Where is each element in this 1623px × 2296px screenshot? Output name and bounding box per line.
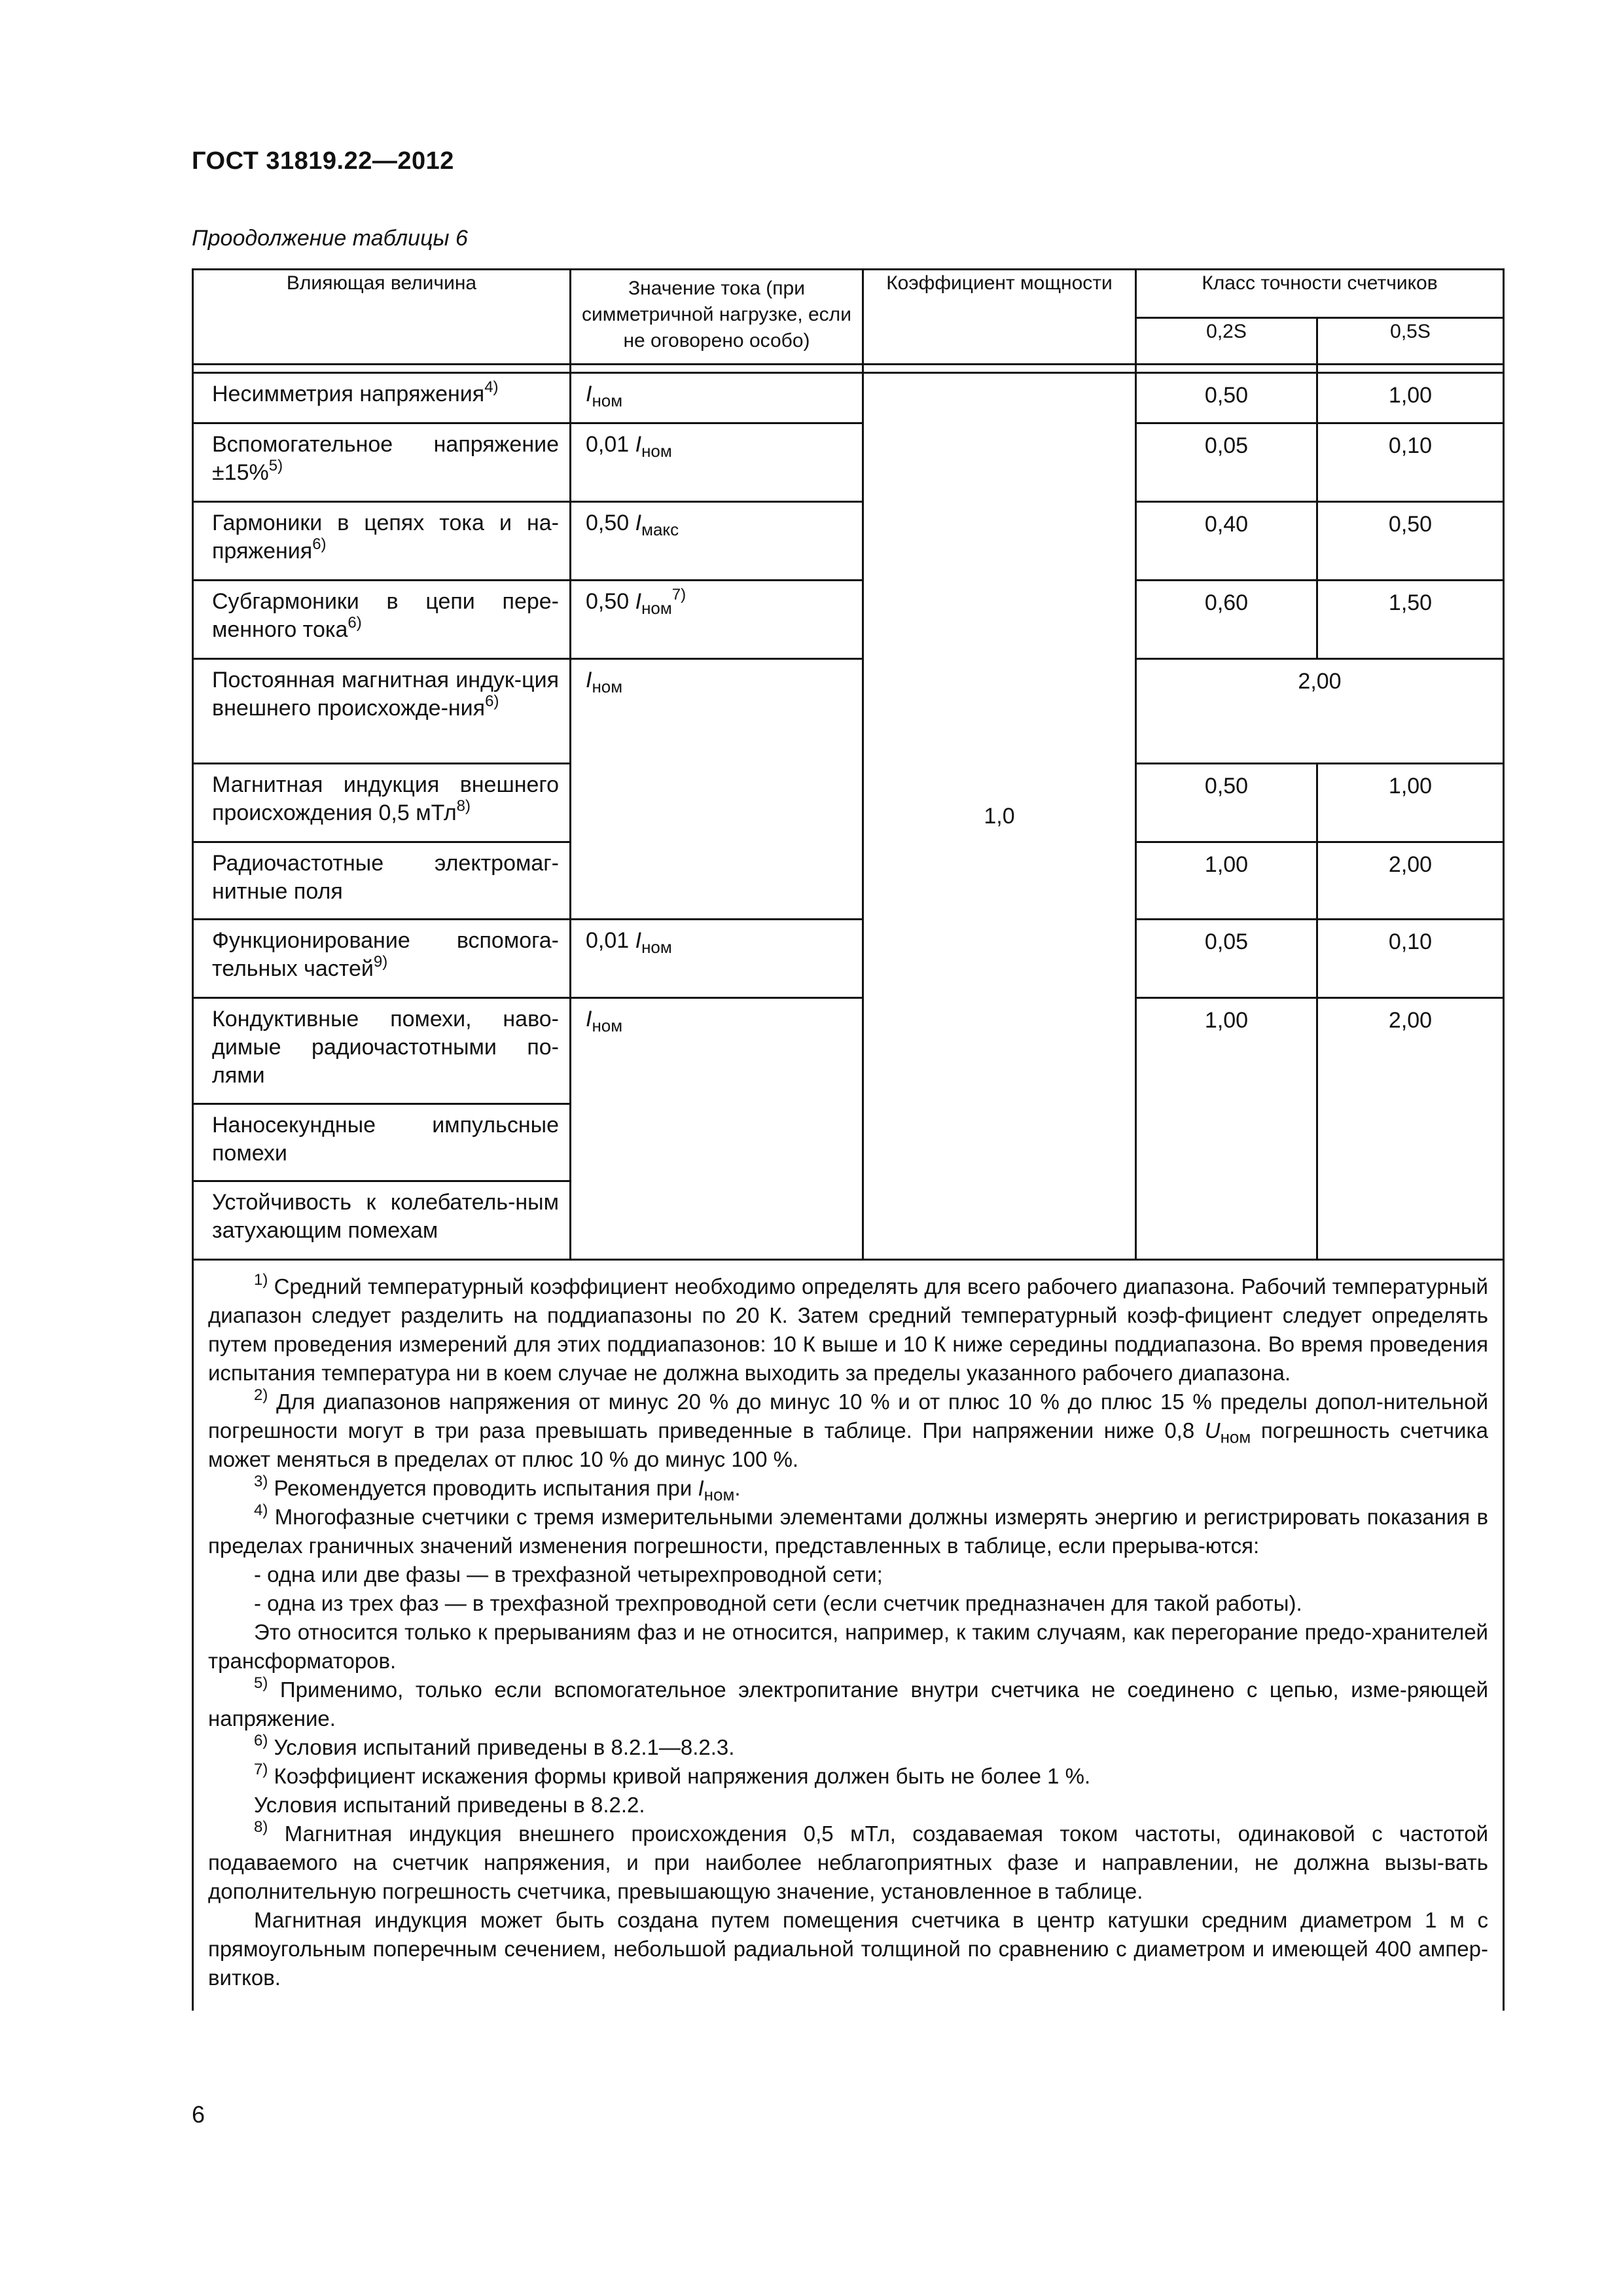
- footnote-3: $^{3)}$ Рекомендуется проводить испытания при $I_{ном}$.: [254, 1473, 741, 1505]
- document-code: ГОСТ 31819.22—2012: [192, 147, 454, 175]
- footnote-4-extra: Это относится только к прерываниям фаз и не относится, например, к таким случаям, как перегорание предо-хранителей трансформаторов.: [208, 1620, 1488, 1673]
- influence-cell: Постоянная магнитная индук-ция внешнего происхожде-ния$^{6)}$: [193, 659, 571, 764]
- current-cell: 0,50 $I_{ном}^{7)}$: [571, 581, 863, 659]
- influence-cell: Наносекундные импульсные помехи: [193, 1104, 571, 1181]
- value-05s: 1,00: [1317, 764, 1504, 842]
- value-05s: 0,10: [1317, 423, 1504, 502]
- influence-cell: Кондуктивные помехи, наво-димые радиочастотными по-лями: [193, 998, 571, 1104]
- footnote-7: $^{7)}$ Коэффициент искажения формы кривой напряжения должен быть не более 1 %.: [254, 1761, 1091, 1788]
- value-05s: 1,50: [1317, 581, 1504, 659]
- table-row: [193, 373, 1504, 423]
- footnote-8-extra: Магнитная индукция может быть создана путем помещения счетчика в центр катушки средним диаметром 1 м с прямоугольным поперечным сечением, небольшой радиальной толщиной по сравнению с диаметром и имеющей 400 ампер-витков.: [208, 1908, 1488, 1990]
- current-cell: 0,01 $I_{ном}$: [571, 423, 863, 502]
- notes-cell: [193, 1260, 1504, 2011]
- influence-cell: Вспомогательное напряжение ±15%$^{5)}$: [193, 423, 571, 502]
- current-cell: $I_{ном}$: [571, 659, 863, 920]
- footnote-7-extra: Условия испытаний приведены в 8.2.2.: [254, 1793, 645, 1817]
- influence-cell: Радиочастотные электромаг-нитные поля: [193, 842, 571, 920]
- footnote-4-item: - одна из трех фаз — в трехфазной трехпроводной сети (если счетчик предназначен для такой работы).: [254, 1591, 1302, 1615]
- header-class-02s: 0,2S: [1136, 318, 1317, 365]
- header-class-05s: 0,5S: [1317, 318, 1504, 365]
- value-05s: 1,00: [1317, 373, 1504, 423]
- header-accuracy-class: Класс точности счетчиков: [1136, 270, 1504, 318]
- header-current: Значение тока (при симметричной нагрузке, если не оговорено особо): [571, 270, 863, 365]
- value-02s: 0,05: [1136, 423, 1317, 502]
- table-row: [193, 581, 1504, 659]
- table-row: [193, 659, 1504, 764]
- influence-table: [192, 268, 1505, 2011]
- current-cell: 0,01 $I_{ном}$: [571, 920, 863, 998]
- table-row: [193, 998, 1504, 1104]
- value-02s: 0,40: [1136, 502, 1317, 581]
- influence-cell: Гармоники в цепях тока и на-пряжения$^{6)}$: [193, 502, 571, 581]
- footnote-4: $^{4)}$ Многофазные счетчики с тремя измерительными элементами должны измерять энергию и регистрировать показания в пределах граничных значений изменения погрешности, представленных в таблице, если прерыва-ются:: [208, 1501, 1489, 1558]
- value-02s: 0,50: [1136, 764, 1317, 842]
- current-cell: 0,50 $I_{макс}$: [571, 502, 863, 581]
- value-02s: 0,05: [1136, 920, 1317, 998]
- table-row: [193, 920, 1504, 998]
- value-05s: 0,10: [1317, 920, 1504, 998]
- footnote-1: $^{1)}$ Средний температурный коэффициент необходимо определять для всего рабочего диапазона. Рабочий температурный диапазон следует разделить на поддиапазоны по 20 К. Затем средний температурный коэф-фициент следует определять путем проведения измерений для этих поддиапазонов: 10 К выше и 10 К ниже середины поддиапазона. Во время проведения испытания температура ни в коем случае не должна выходить за пределы указанного рабочего диапазона.: [208, 1271, 1488, 1385]
- footnote-6: $^{6)}$ Условия испытаний приведены в 8.2.1—8.2.3.: [254, 1732, 735, 1759]
- influence-cell: Субгармоники в цепи пере-менного тока$^{6)}$: [193, 581, 571, 659]
- value-05s: 2,00: [1317, 842, 1504, 920]
- influence-cell: Устойчивость к колебатель-ным затухающим помехам: [193, 1181, 571, 1260]
- value-02s: 1,00: [1136, 998, 1317, 1260]
- header-power-factor: Коэффициент мощности: [863, 270, 1136, 365]
- value-02s: 1,00: [1136, 842, 1317, 920]
- value-02s: 0,60: [1136, 581, 1317, 659]
- table-caption: Проодолжение таблицы 6: [192, 226, 468, 251]
- value-05s: 0,50: [1317, 502, 1504, 581]
- footnote-4-item: - одна или две фазы — в трехфазной четырехпроводной сети;: [254, 1562, 883, 1587]
- notes-row: [193, 1260, 1504, 2011]
- current-cell: $I_{ном}$: [571, 373, 863, 423]
- value-merged: 2,00: [1136, 659, 1504, 764]
- influence-cell: Несимметрия напряжения$^{4)}$: [193, 373, 571, 423]
- page-number: 6: [192, 2101, 205, 2128]
- header-influence: Влияющая величина: [193, 270, 571, 365]
- influence-cell: Магнитная индукция внешнего происхождения 0,5 мТл$^{8)}$: [193, 764, 571, 842]
- footnote-8: $^{8)}$ Магнитная индукция внешнего происхождения 0,5 мТл, создаваемая током частоты, одинаковой с частотой подаваемого на счетчик напряжения, и при наиболее неблагоприятных фазе и направлении, не должна вызы-вать дополнительную погрешность счетчика, превышающую значение, установленное в таблице.: [208, 1818, 1488, 1903]
- table-row: [193, 423, 1504, 502]
- table-row: [193, 502, 1504, 581]
- value-02s: 0,50: [1136, 373, 1317, 423]
- power-factor-cell: 1,0: [863, 373, 1136, 1260]
- footnote-5: $^{5)}$ Применимо, только если вспомогательное электропитание внутри счетчика не соединено с цепью, изме-ряющей напряжение.: [208, 1674, 1488, 1731]
- current-cell: $I_{ном}$: [571, 998, 863, 1260]
- influence-cell: Функционирование вспомога-тельных частей$^{9)}$: [193, 920, 571, 998]
- value-05s: 2,00: [1317, 998, 1504, 1260]
- footnote-2: $^{2)}$ Для диапазонов напряжения от минус 20 % до минус 10 % и от плюс 10 % до плюс 15 % пределы допол-нительной погрешности могут в три раза превышать приведенные в таблице. При напряжении ниже 0,8 $U_{ном}$ погрешность счетчика может меняться в пределах от плюс 10 % до минус 100 %.: [208, 1386, 1489, 1471]
